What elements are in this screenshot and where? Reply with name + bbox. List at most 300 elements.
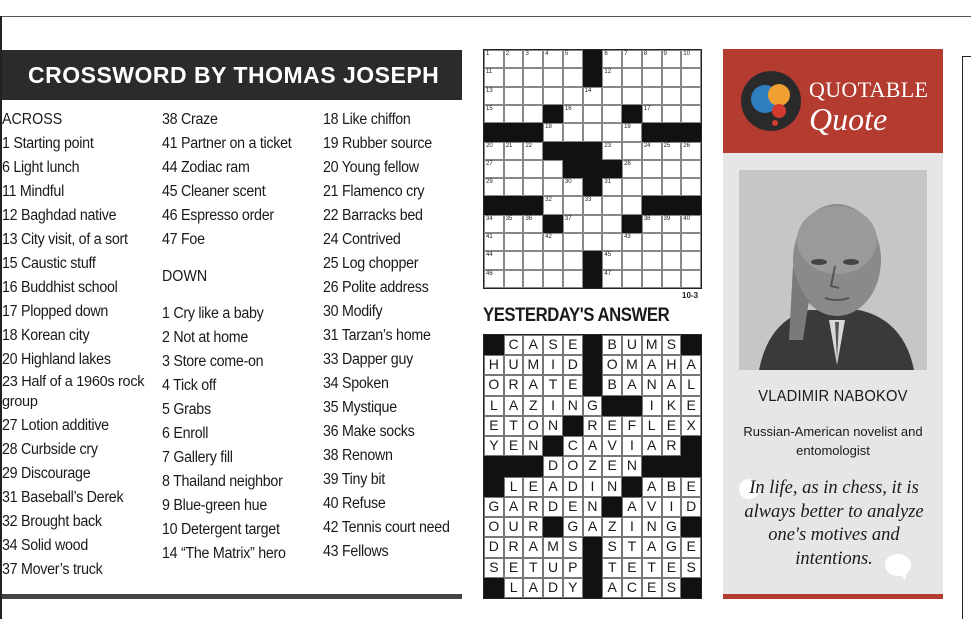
answer-letter: V <box>642 497 662 517</box>
answer-letter: Y <box>563 578 583 598</box>
grid-cell-number: 4 <box>545 51 549 57</box>
answer-letter: M <box>642 335 662 355</box>
grid-cell[interactable] <box>583 105 603 123</box>
grid-cell[interactable] <box>563 233 583 251</box>
grid-cell[interactable] <box>622 50 642 68</box>
grid-cell[interactable] <box>622 196 642 214</box>
grid-cell[interactable] <box>642 87 662 105</box>
grid-cell[interactable] <box>662 233 682 251</box>
grid-cell[interactable] <box>523 160 543 178</box>
grid-cell[interactable] <box>642 160 662 178</box>
grid-black-square <box>583 270 603 288</box>
answer-letter: T <box>523 558 543 578</box>
answer-letter: N <box>543 416 563 436</box>
answer-letter: B <box>602 375 622 395</box>
grid-cell[interactable] <box>583 196 603 214</box>
grid-cell[interactable] <box>563 87 583 105</box>
clue-item: 45 Cleaner scent <box>162 183 266 200</box>
clue-item: 39 Tiny bit <box>323 471 385 488</box>
grid-black-square <box>504 196 524 214</box>
answer-letter: E <box>563 497 583 517</box>
grid-cell-number: 14 <box>584 87 592 94</box>
grid-black-square <box>622 105 642 123</box>
answer-letter: A <box>642 477 662 497</box>
quote-author: VLADIMIR NABOKOV <box>758 388 908 405</box>
grid-cell[interactable] <box>642 251 662 269</box>
grid-cell-number: 30 <box>564 179 572 186</box>
answer-letter: E <box>642 578 662 598</box>
grid-cell[interactable] <box>523 178 543 196</box>
grid-cell[interactable] <box>662 160 682 178</box>
crossword-grid[interactable] <box>483 49 702 289</box>
grid-cell[interactable] <box>563 251 583 269</box>
answer-letter: O <box>523 416 543 436</box>
grid-cell[interactable] <box>563 105 583 123</box>
grid-cell[interactable] <box>523 142 543 160</box>
clue-item: 29 Discourage <box>2 465 91 482</box>
answer-letter: A <box>523 578 543 598</box>
answer-letter: O <box>602 355 622 375</box>
clue-column-2 <box>162 108 303 566</box>
grid-cell[interactable] <box>484 68 504 86</box>
grid-cell[interactable] <box>523 215 543 233</box>
grid-cell[interactable] <box>504 50 524 68</box>
answer-black-square <box>602 497 622 517</box>
grid-cell[interactable] <box>563 50 583 68</box>
grid-cell[interactable] <box>662 251 682 269</box>
grid-cell[interactable] <box>504 142 524 160</box>
answer-letter: L <box>504 477 524 497</box>
grid-cell[interactable] <box>602 142 622 160</box>
grid-cell[interactable] <box>622 178 642 196</box>
grid-cell[interactable] <box>563 68 583 86</box>
grid-cell[interactable] <box>662 68 682 86</box>
answer-letter: A <box>543 477 563 497</box>
answer-letter: A <box>642 436 662 456</box>
answer-letter: V <box>602 436 622 456</box>
clue-item: 40 Refuse <box>323 495 386 512</box>
grid-cell[interactable] <box>543 160 563 178</box>
grid-cell[interactable] <box>543 123 563 141</box>
grid-cell[interactable] <box>662 270 682 288</box>
clue-spacer <box>162 252 291 265</box>
grid-cell[interactable] <box>681 87 701 105</box>
grid-cell[interactable] <box>523 233 543 251</box>
grid-cell[interactable] <box>563 178 583 196</box>
grid-cell[interactable] <box>583 215 603 233</box>
quote-title-line1: QUOTABLE <box>809 77 929 102</box>
grid-cell[interactable] <box>504 68 524 86</box>
answer-letter: A <box>622 375 642 395</box>
grid-cell[interactable] <box>681 270 701 288</box>
answer-letter: T <box>642 558 662 578</box>
grid-cell[interactable] <box>622 160 642 178</box>
answer-letter: S <box>602 537 622 557</box>
grid-cell[interactable] <box>543 233 563 251</box>
grid-cell[interactable] <box>662 87 682 105</box>
answer-letter: N <box>563 396 583 416</box>
answer-letter: O <box>484 375 504 395</box>
grid-black-square <box>523 123 543 141</box>
answer-letter: E <box>602 416 622 436</box>
answer-letter: A <box>523 375 543 395</box>
answer-letter: L <box>484 396 504 416</box>
grid-cell[interactable] <box>642 50 662 68</box>
answer-letter: S <box>681 558 701 578</box>
answer-letter: I <box>642 396 662 416</box>
grid-cell[interactable] <box>681 215 701 233</box>
grid-cell[interactable] <box>583 123 603 141</box>
grid-cell-number: 34 <box>486 215 493 222</box>
grid-cell-number: 27 <box>486 160 493 167</box>
grid-cell[interactable] <box>523 68 543 86</box>
answer-black-square <box>681 335 701 355</box>
grid-cell-number: 24 <box>643 142 651 149</box>
answer-letter: G <box>583 396 603 416</box>
grid-cell-number: 11 <box>486 69 493 76</box>
grid-cell[interactable] <box>504 270 524 288</box>
answer-letter: H <box>484 355 504 375</box>
answer-letter: D <box>543 456 563 476</box>
grid-black-square <box>504 123 524 141</box>
grid-cell[interactable] <box>622 68 642 86</box>
answer-black-square <box>642 456 662 476</box>
clue-item: 20 Highland lakes <box>2 351 111 368</box>
answer-letter: E <box>681 537 701 557</box>
clue-item: 3 Store come-on <box>162 353 264 370</box>
grid-cell[interactable] <box>602 178 622 196</box>
grid-black-square <box>662 123 682 141</box>
answer-letter: Z <box>523 396 543 416</box>
grid-black-square <box>543 105 563 123</box>
grid-cell-number: 44 <box>486 252 493 259</box>
clue-item: 13 City visit, of a sort <box>2 231 128 248</box>
grid-cell-number: 13 <box>486 87 493 94</box>
grid-black-square <box>583 251 603 269</box>
grid-cell-number: 3 <box>525 51 529 57</box>
answer-letter: I <box>622 436 642 456</box>
grid-cell[interactable] <box>662 215 682 233</box>
grid-cell[interactable] <box>484 105 504 123</box>
clue-item: 6 Light lunch <box>2 159 80 176</box>
grid-cell[interactable] <box>504 87 524 105</box>
grid-black-square <box>622 215 642 233</box>
grid-cell[interactable] <box>681 178 701 196</box>
answer-letter: U <box>504 517 524 537</box>
clue-item: 42 Tennis court need <box>323 519 450 536</box>
clue-item: 9 Blue-green hue <box>162 497 267 514</box>
answer-letter: E <box>484 416 504 436</box>
grid-cell[interactable] <box>504 215 524 233</box>
clue-item: 26 Polite address <box>323 279 429 296</box>
crossword-title: CROSSWORD BY THOMAS JOSEPH <box>2 50 462 100</box>
grid-cell[interactable] <box>602 87 622 105</box>
grid-cell-number: 39 <box>663 215 671 222</box>
quote-author-bio: Russian-American novelist and entomologist <box>743 424 923 458</box>
answer-black-square <box>484 578 504 598</box>
grid-cell[interactable] <box>523 270 543 288</box>
grid-cell[interactable] <box>523 105 543 123</box>
answer-letter: T <box>602 558 622 578</box>
answer-letter: D <box>543 497 563 517</box>
grid-cell[interactable] <box>543 196 563 214</box>
grid-cell[interactable] <box>602 270 622 288</box>
grid-cell[interactable] <box>642 178 662 196</box>
grid-cell[interactable] <box>662 142 682 160</box>
grid-cell[interactable] <box>602 233 622 251</box>
grid-cell[interactable] <box>504 233 524 251</box>
grid-cell[interactable] <box>622 87 642 105</box>
grid-date-code: 10-3 <box>682 291 699 300</box>
clue-item: 15 Caustic stuff <box>2 255 96 272</box>
yesterdays-answer-title: YESTERDAY'S ANSWER <box>483 305 670 326</box>
answer-black-square <box>583 558 603 578</box>
clue-spacer <box>162 289 291 302</box>
answer-letter: A <box>583 436 603 456</box>
grid-cell[interactable] <box>642 233 662 251</box>
grid-cell[interactable] <box>543 68 563 86</box>
grid-black-square <box>583 142 603 160</box>
answer-letter: C <box>622 578 642 598</box>
grid-cell[interactable] <box>681 105 701 123</box>
grid-cell[interactable] <box>504 105 524 123</box>
grid-cell[interactable] <box>681 50 701 68</box>
answer-letter: Y <box>484 436 504 456</box>
answer-letter: D <box>484 537 504 557</box>
grid-cell[interactable] <box>484 251 504 269</box>
grid-cell[interactable] <box>543 178 563 196</box>
answer-letter: U <box>622 335 642 355</box>
grid-cell[interactable] <box>563 196 583 214</box>
answer-letter: K <box>662 396 682 416</box>
answer-letter: A <box>523 537 543 557</box>
clue-section-heading: DOWN <box>162 268 208 285</box>
grid-black-square <box>681 123 701 141</box>
grid-cell-number: 35 <box>505 215 513 222</box>
answer-letter: A <box>504 396 524 416</box>
clue-item: 6 Enroll <box>162 425 209 442</box>
grid-cell[interactable] <box>642 215 662 233</box>
clue-item: 34 Spoken <box>323 375 389 392</box>
grid-cell[interactable] <box>543 270 563 288</box>
grid-black-square <box>642 123 662 141</box>
grid-black-square <box>484 123 504 141</box>
answer-letter: A <box>642 537 662 557</box>
grid-cell[interactable] <box>563 270 583 288</box>
answer-letter: E <box>681 396 701 416</box>
grid-cell[interactable] <box>681 68 701 86</box>
grid-cell[interactable] <box>622 270 642 288</box>
grid-cell[interactable] <box>642 142 662 160</box>
grid-cell[interactable] <box>523 50 543 68</box>
grid-cell-number: 41 <box>486 234 493 241</box>
grid-cell-number: 8 <box>643 51 648 57</box>
answer-letter: Z <box>583 456 603 476</box>
answer-letter: C <box>563 436 583 456</box>
grid-cell[interactable] <box>543 251 563 269</box>
grid-cell-number: 9 <box>663 51 667 57</box>
grid-cell[interactable] <box>681 142 701 160</box>
grid-cell[interactable] <box>681 251 701 269</box>
top-rule <box>0 16 971 17</box>
grid-cell[interactable] <box>622 251 642 269</box>
clue-item: 31 Baseball’s Derek <box>2 489 124 506</box>
grid-cell[interactable] <box>622 142 642 160</box>
answer-letter: G <box>662 517 682 537</box>
grid-cell[interactable] <box>602 196 622 214</box>
clue-item: 20 Young fellow <box>323 159 419 176</box>
grid-cell[interactable] <box>681 160 701 178</box>
grid-cell[interactable] <box>602 105 622 123</box>
answer-letter: U <box>543 558 563 578</box>
grid-cell-number: 47 <box>604 270 612 277</box>
answer-letter: I <box>543 355 563 375</box>
answer-letter: F <box>622 416 642 436</box>
answer-letter: N <box>523 436 543 456</box>
clue-item: 16 Buddhist school <box>2 279 118 296</box>
grid-cell[interactable] <box>484 50 504 68</box>
grid-cell[interactable] <box>642 68 662 86</box>
grid-cell[interactable] <box>504 178 524 196</box>
grid-cell[interactable] <box>622 123 642 141</box>
answer-black-square <box>484 456 504 476</box>
clue-item: 47 Foe <box>162 231 205 248</box>
answer-letter: D <box>563 477 583 497</box>
answer-black-square <box>583 335 603 355</box>
answer-letter: A <box>583 517 603 537</box>
grid-cell-number: 2 <box>505 51 510 57</box>
answer-letter: E <box>662 416 682 436</box>
grid-cell[interactable] <box>504 160 524 178</box>
answer-letter: E <box>681 477 701 497</box>
grid-cell[interactable] <box>523 87 543 105</box>
grid-black-square <box>583 178 603 196</box>
answer-letter: R <box>583 416 603 436</box>
yesterdays-answer-grid <box>483 334 702 599</box>
answer-letter: O <box>484 517 504 537</box>
answer-black-square <box>662 456 682 476</box>
grid-cell[interactable] <box>662 105 682 123</box>
grid-cell[interactable] <box>662 178 682 196</box>
answer-letter: O <box>563 456 583 476</box>
grid-cell[interactable] <box>622 233 642 251</box>
grid-black-square <box>583 50 603 68</box>
answer-letter: R <box>504 375 524 395</box>
grid-cell[interactable] <box>523 251 543 269</box>
grid-cell[interactable] <box>484 87 504 105</box>
grid-cell-number: 7 <box>624 51 628 57</box>
answer-letter: E <box>504 558 524 578</box>
grid-cell[interactable] <box>484 233 504 251</box>
grid-black-square <box>681 196 701 214</box>
answer-letter: L <box>642 416 662 436</box>
grid-cell[interactable] <box>602 123 622 141</box>
grid-cell[interactable] <box>484 270 504 288</box>
clue-item: 28 Curbside cry <box>2 441 98 458</box>
grid-cell[interactable] <box>484 178 504 196</box>
grid-black-square <box>484 196 504 214</box>
answer-letter: A <box>662 375 682 395</box>
answer-letter: R <box>523 497 543 517</box>
clue-item: 18 Like chiffon <box>323 111 411 128</box>
answer-letter: U <box>504 355 524 375</box>
clue-item: 41 Partner on a ticket <box>162 135 292 152</box>
grid-cell[interactable] <box>504 251 524 269</box>
grid-cell[interactable] <box>563 123 583 141</box>
crossword-bottom-rule <box>2 594 462 599</box>
answer-letter: R <box>523 517 543 537</box>
answer-black-square <box>504 456 524 476</box>
adjacent-article-edge <box>962 56 971 619</box>
grid-cell-number: 1 <box>486 51 490 57</box>
answer-black-square <box>622 477 642 497</box>
answer-letter: E <box>563 375 583 395</box>
grid-cell[interactable] <box>642 270 662 288</box>
clue-item: 37 Mover’s truck <box>2 561 103 578</box>
answer-letter: Z <box>602 517 622 537</box>
grid-cell[interactable] <box>484 142 504 160</box>
answer-black-square <box>484 335 504 355</box>
answer-letter: I <box>543 396 563 416</box>
grid-cell[interactable] <box>602 68 622 86</box>
clue-item: 14 “The Matrix” hero <box>162 545 286 562</box>
grid-cell[interactable] <box>583 233 603 251</box>
quote-title-line2: Quote <box>809 101 888 137</box>
quote-text: In life, as in chess, it is always better to analyze one's motives and intentions. <box>744 478 924 569</box>
clue-item: 19 Rubber source <box>323 135 432 152</box>
grid-cell-number: 17 <box>643 105 651 112</box>
grid-cell[interactable] <box>602 251 622 269</box>
grid-cell[interactable] <box>681 233 701 251</box>
grid-cell[interactable] <box>642 105 662 123</box>
grid-cell-number: 26 <box>683 142 690 149</box>
answer-letter: P <box>563 558 583 578</box>
answer-letter: L <box>681 375 701 395</box>
clue-item: 11 Mindful <box>2 183 64 200</box>
answer-black-square <box>484 477 504 497</box>
grid-cell-number: 33 <box>584 197 592 204</box>
clue-item: 10 Detergent target <box>162 521 280 538</box>
answer-letter: A <box>602 578 622 598</box>
grid-black-square <box>602 160 622 178</box>
answer-letter: D <box>563 355 583 375</box>
grid-cell[interactable] <box>583 87 603 105</box>
grid-black-square <box>583 68 603 86</box>
grid-cell[interactable] <box>543 50 563 68</box>
grid-cell[interactable] <box>662 50 682 68</box>
answer-letter: T <box>543 375 563 395</box>
answer-letter: S <box>662 578 682 598</box>
answer-letter: M <box>622 355 642 375</box>
grid-cell[interactable] <box>543 87 563 105</box>
clue-item: 12 Baghdad native <box>2 207 117 224</box>
answer-letter: H <box>662 355 682 375</box>
answer-letter: A <box>504 497 524 517</box>
answer-black-square <box>602 396 622 416</box>
grid-cell-number: 25 <box>663 142 671 149</box>
grid-cell[interactable] <box>602 215 622 233</box>
grid-cell[interactable] <box>484 215 504 233</box>
answer-letter: S <box>563 537 583 557</box>
clue-item: 1 Cry like a baby <box>162 305 264 322</box>
grid-cell[interactable] <box>602 50 622 68</box>
answer-letter: E <box>563 335 583 355</box>
close-quote-mark-icon <box>883 552 913 580</box>
grid-cell[interactable] <box>484 160 504 178</box>
answer-letter: T <box>622 537 642 557</box>
grid-black-square <box>543 215 563 233</box>
grid-cell[interactable] <box>563 215 583 233</box>
